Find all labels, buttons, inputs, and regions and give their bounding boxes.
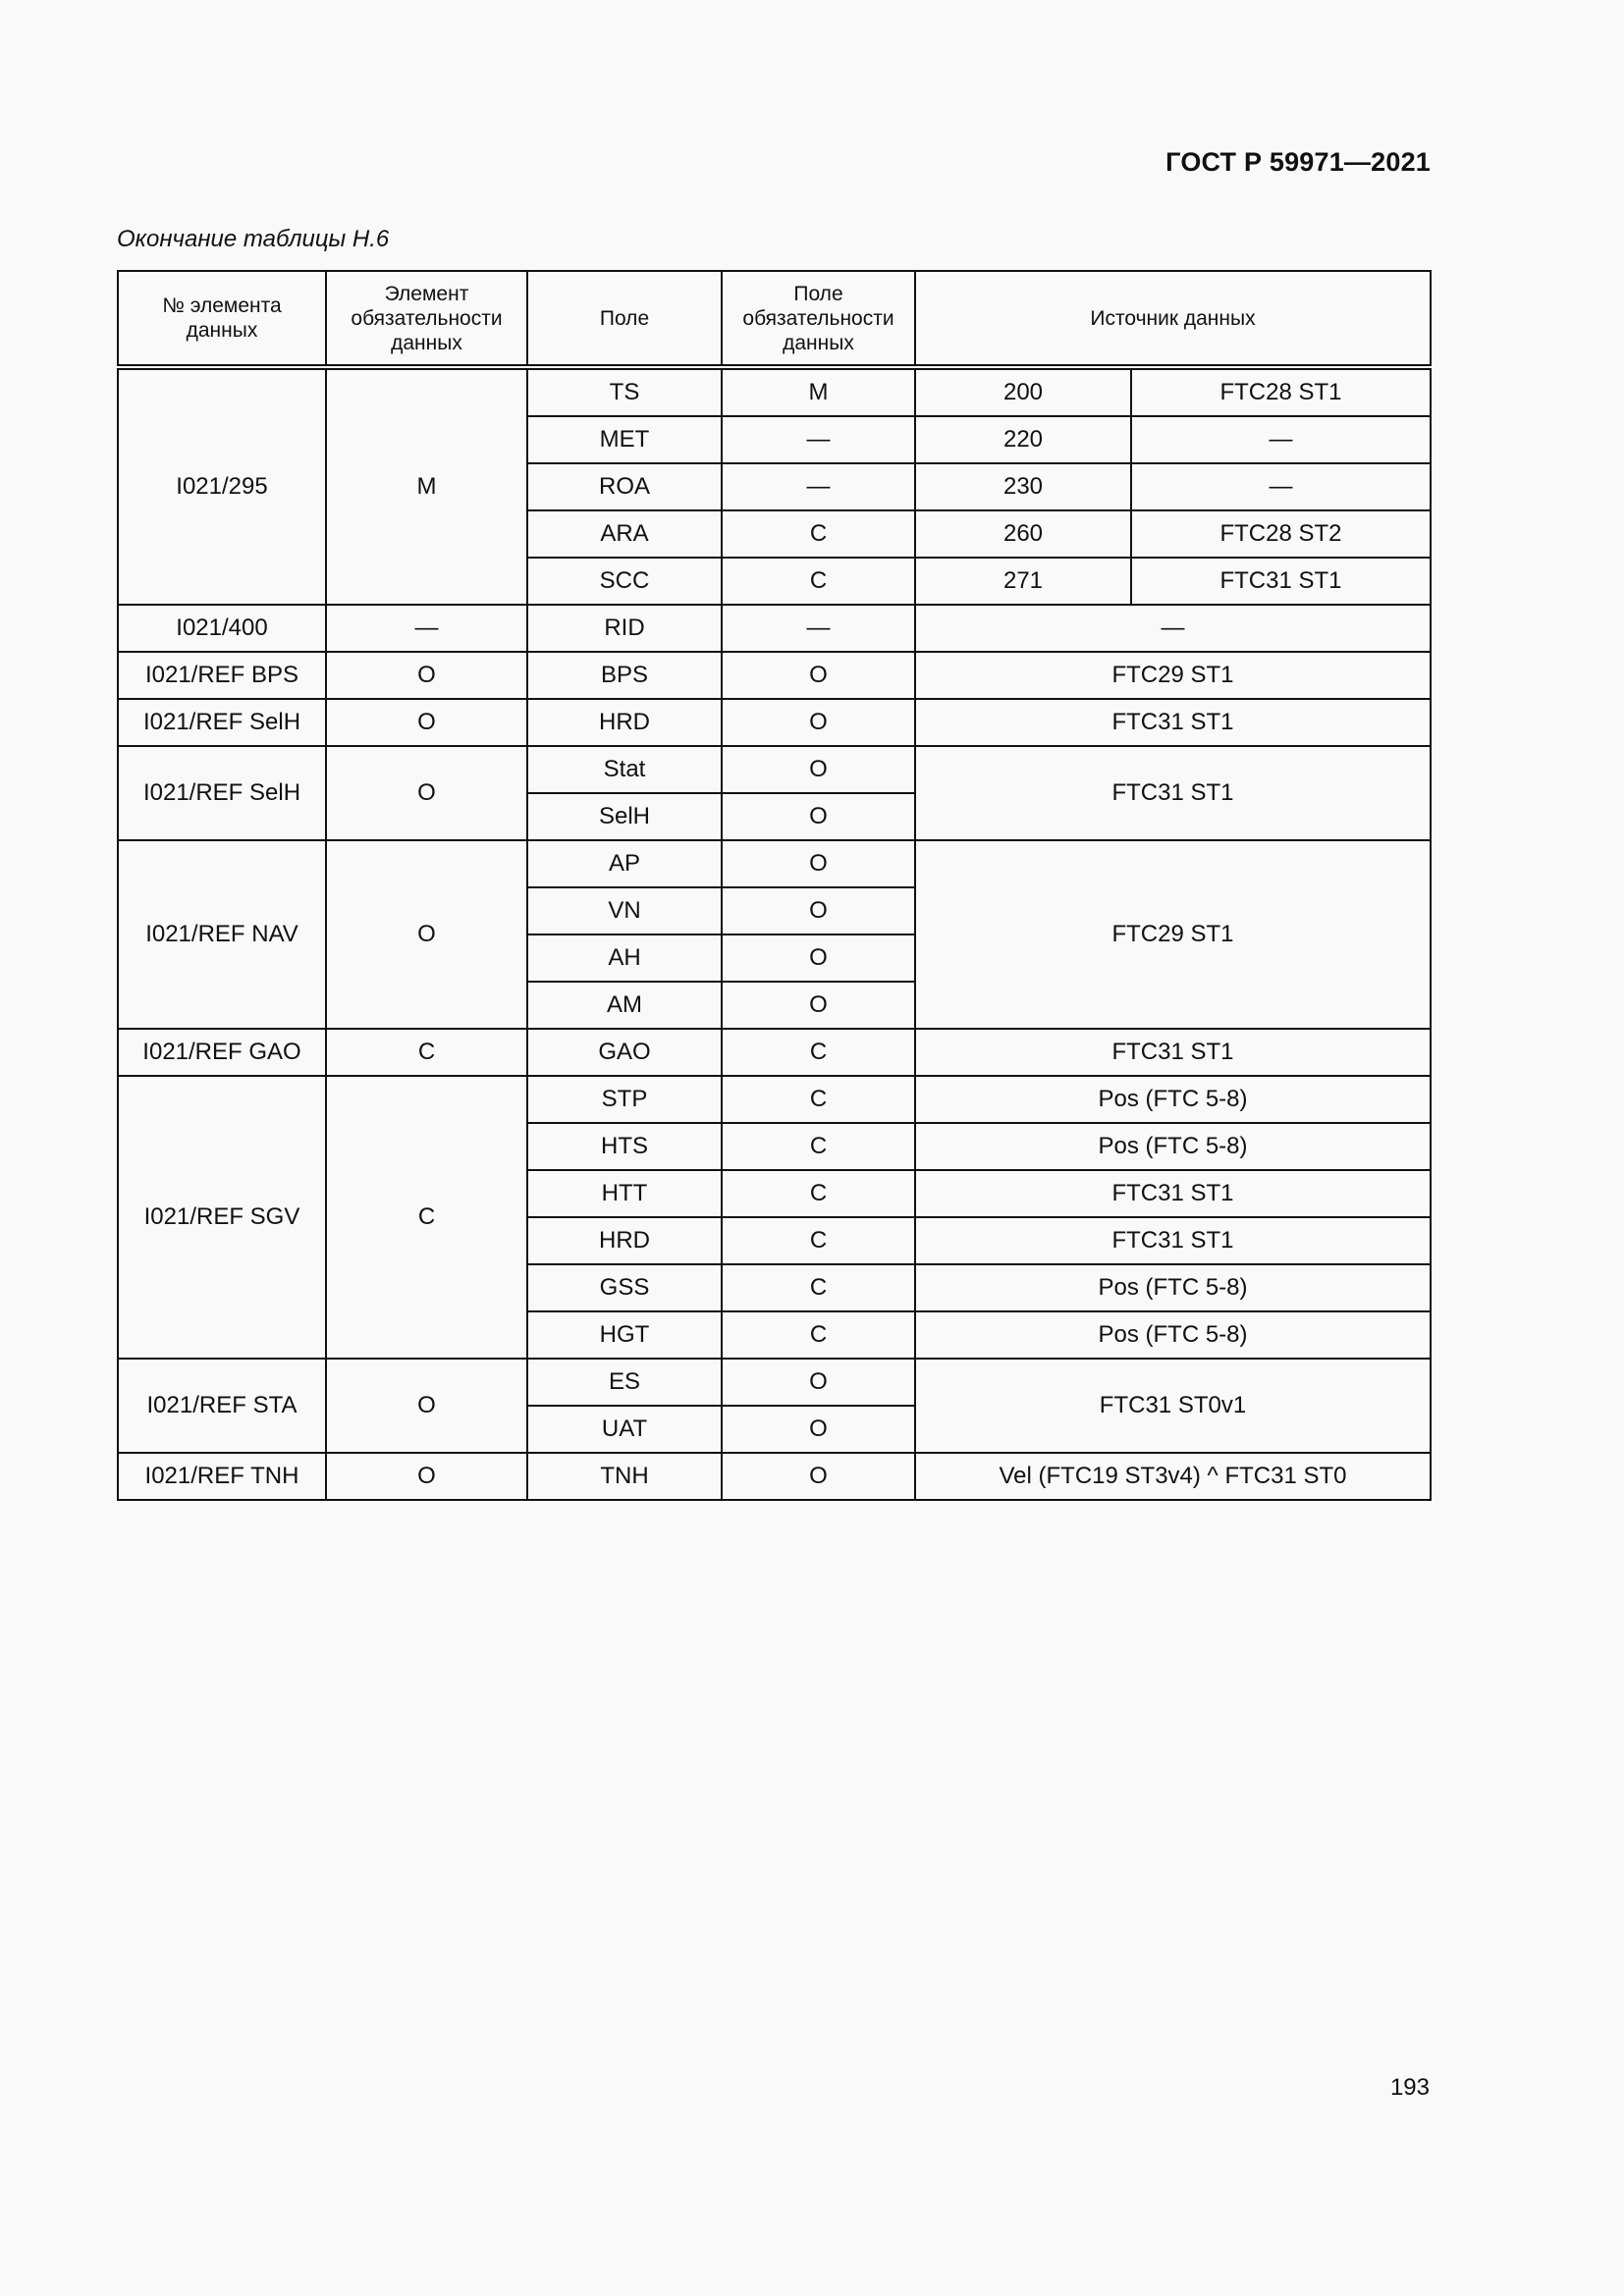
field-cell: GAO xyxy=(527,1029,722,1076)
field-cell: RID xyxy=(527,605,722,652)
table-caption: Окончание таблицы Н.6 xyxy=(117,226,390,252)
field-mandatory-cell: O xyxy=(722,934,915,982)
field-mandatory-cell: C xyxy=(722,510,915,558)
mandatory-cell: O xyxy=(326,652,527,699)
table-row xyxy=(118,746,1431,793)
field-mandatory-cell: O xyxy=(722,840,915,887)
source-code-cell: 230 xyxy=(915,463,1131,510)
mandatory-cell: M xyxy=(326,367,527,605)
source-cell: Pos (FTC 5-8) xyxy=(915,1123,1431,1170)
field-cell: BPS xyxy=(527,652,722,699)
field-mandatory-cell: — xyxy=(722,605,915,652)
field-mandatory-cell: C xyxy=(722,1170,915,1217)
table-row xyxy=(118,699,1431,746)
element-cell: I021/REF TNH xyxy=(118,1453,326,1500)
field-mandatory-cell: — xyxy=(722,416,915,463)
element-cell: I021/REF BPS xyxy=(118,652,326,699)
element-cell: I021/REF SGV xyxy=(118,1076,326,1359)
data-source-table xyxy=(117,270,1432,1501)
table-row xyxy=(118,1076,1431,1123)
field-cell: Stat xyxy=(527,746,722,793)
table-row xyxy=(118,367,1431,416)
field-cell: HGT xyxy=(527,1311,722,1359)
source-cell: Pos (FTC 5-8) xyxy=(915,1076,1431,1123)
source-code-cell: 220 xyxy=(915,416,1131,463)
table-row xyxy=(118,605,1431,652)
mandatory-cell: O xyxy=(326,1453,527,1500)
field-cell: TS xyxy=(527,367,722,416)
table-row xyxy=(118,652,1431,699)
element-cell: I021/REF NAV xyxy=(118,840,326,1029)
field-mandatory-cell: O xyxy=(722,982,915,1029)
field-cell: UAT xyxy=(527,1406,722,1453)
source-code-cell: 271 xyxy=(915,558,1131,605)
mandatory-cell: C xyxy=(326,1029,527,1076)
table-row xyxy=(118,1359,1431,1406)
mandatory-cell: O xyxy=(326,746,527,840)
source-code-cell: 200 xyxy=(915,367,1131,416)
element-cell: I021/REF SelH xyxy=(118,746,326,840)
table-row xyxy=(118,1453,1431,1500)
field-mandatory-cell: O xyxy=(722,746,915,793)
source-cell: FTC31 ST1 xyxy=(915,1029,1431,1076)
field-cell: GSS xyxy=(527,1264,722,1311)
table-row xyxy=(118,840,1431,887)
column-header: Источник данных xyxy=(915,271,1431,367)
source-cell: FTC31 ST1 xyxy=(915,746,1431,840)
field-mandatory-cell: M xyxy=(722,367,915,416)
field-mandatory-cell: — xyxy=(722,463,915,510)
field-cell: STP xyxy=(527,1076,722,1123)
column-header: № элемента данных xyxy=(118,271,326,367)
source-cell: Vel (FTC19 ST3v4) ^ FTC31 ST0 xyxy=(915,1453,1431,1500)
field-mandatory-cell: C xyxy=(722,1311,915,1359)
field-mandatory-cell: C xyxy=(722,558,915,605)
field-cell: SCC xyxy=(527,558,722,605)
element-cell: I021/295 xyxy=(118,367,326,605)
mandatory-cell: O xyxy=(326,699,527,746)
field-cell: AP xyxy=(527,840,722,887)
field-mandatory-cell: O xyxy=(722,1359,915,1406)
source-value-cell: FTC28 ST2 xyxy=(1131,510,1431,558)
source-cell: Pos (FTC 5-8) xyxy=(915,1311,1431,1359)
source-cell: Pos (FTC 5-8) xyxy=(915,1264,1431,1311)
mandatory-cell: O xyxy=(326,1359,527,1453)
field-mandatory-cell: O xyxy=(722,699,915,746)
mandatory-cell: — xyxy=(326,605,527,652)
column-header: Поле обязательности данных xyxy=(722,271,915,367)
table-header-row xyxy=(118,271,1431,367)
source-cell: FTC31 ST1 xyxy=(915,1170,1431,1217)
field-mandatory-cell: C xyxy=(722,1264,915,1311)
field-mandatory-cell: O xyxy=(722,793,915,840)
element-cell: I021/REF SelH xyxy=(118,699,326,746)
source-value-cell: — xyxy=(1131,416,1431,463)
table-row xyxy=(118,1029,1431,1076)
field-mandatory-cell: O xyxy=(722,1406,915,1453)
field-cell: AM xyxy=(527,982,722,1029)
field-mandatory-cell: C xyxy=(722,1076,915,1123)
field-cell: HRD xyxy=(527,699,722,746)
field-cell: HTS xyxy=(527,1123,722,1170)
field-cell: HTT xyxy=(527,1170,722,1217)
source-cell: — xyxy=(915,605,1431,652)
mandatory-cell: C xyxy=(326,1076,527,1359)
mandatory-cell: O xyxy=(326,840,527,1029)
source-cell: FTC31 ST1 xyxy=(915,1217,1431,1264)
source-value-cell: FTC31 ST1 xyxy=(1131,558,1431,605)
field-mandatory-cell: C xyxy=(722,1217,915,1264)
page-number: 193 xyxy=(1389,2074,1430,2101)
field-cell: TNH xyxy=(527,1453,722,1500)
field-mandatory-cell: C xyxy=(722,1029,915,1076)
field-cell: ES xyxy=(527,1359,722,1406)
column-header: Поле xyxy=(527,271,722,367)
field-mandatory-cell: O xyxy=(722,887,915,934)
document-id: ГОСТ Р 59971—2021 xyxy=(1165,147,1431,177)
field-mandatory-cell: O xyxy=(722,652,915,699)
source-value-cell: — xyxy=(1131,463,1431,510)
field-mandatory-cell: O xyxy=(722,1453,915,1500)
field-cell: HRD xyxy=(527,1217,722,1264)
field-cell: VN xyxy=(527,887,722,934)
field-cell: MET xyxy=(527,416,722,463)
source-cell: FTC29 ST1 xyxy=(915,840,1431,1029)
source-cell: FTC31 ST0v1 xyxy=(915,1359,1431,1453)
element-cell: I021/REF GAO xyxy=(118,1029,326,1076)
source-value-cell: FTC28 ST1 xyxy=(1131,367,1431,416)
field-mandatory-cell: C xyxy=(722,1123,915,1170)
source-cell: FTC29 ST1 xyxy=(915,652,1431,699)
source-cell: FTC31 ST1 xyxy=(915,699,1431,746)
element-cell: I021/REF STA xyxy=(118,1359,326,1453)
field-cell: AH xyxy=(527,934,722,982)
column-header: Элемент обязательности данных xyxy=(326,271,527,367)
source-code-cell: 260 xyxy=(915,510,1131,558)
field-cell: ARA xyxy=(527,510,722,558)
element-cell: I021/400 xyxy=(118,605,326,652)
field-cell: ROA xyxy=(527,463,722,510)
field-cell: SelH xyxy=(527,793,722,840)
